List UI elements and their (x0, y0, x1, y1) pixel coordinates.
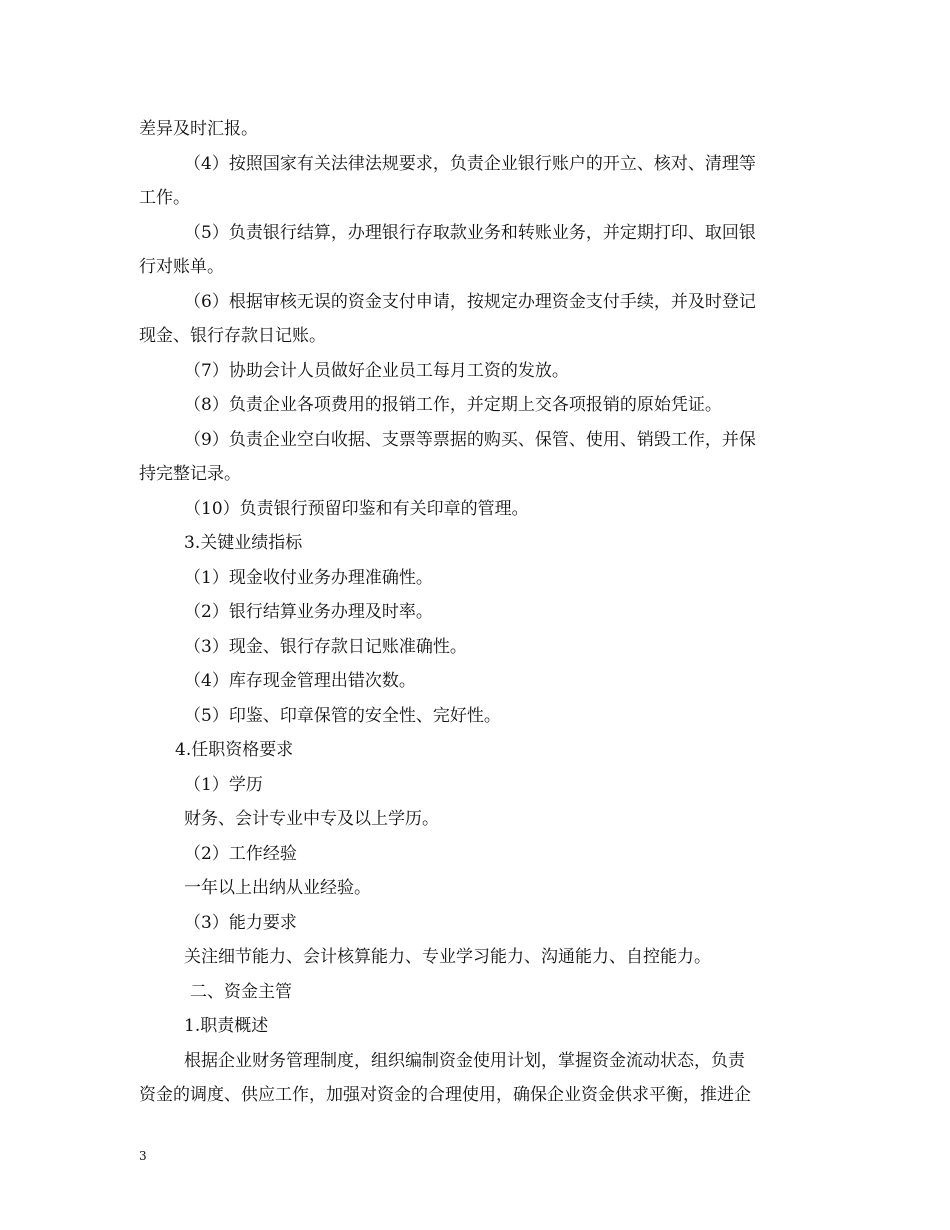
page-number: 3 (139, 1149, 147, 1163)
text-line: 行对账单。 (139, 257, 224, 277)
text-line: （3）能力要求 (184, 913, 297, 933)
text-line: 根据企业财务管理制度，组织编制资金使用计划，掌握资金流动状态，负责 (184, 1051, 745, 1071)
text-line: 差异及时汇报。 (139, 119, 258, 139)
text-line: （9）负责企业空白收据、支票等票据的购买、保管、使用、销毁工作，并保 (184, 430, 756, 450)
text-line: （1）现金收付业务办理准确性。 (184, 568, 433, 588)
text-line: 工作。 (139, 188, 190, 208)
text-line: （7）协助会计人员做好企业员工每月工资的发放。 (184, 361, 569, 381)
text-line: 一年以上出纳从业经验。 (184, 878, 371, 898)
text-line: （4）按照国家有关法律法规要求，负责企业银行账户的开立、核对、清理等 (184, 154, 756, 174)
text-line: （2）工作经验 (184, 844, 297, 864)
text-line: （4）库存现金管理出错次数。 (184, 671, 416, 691)
text-line: 现金、银行存款日记账。 (139, 326, 326, 346)
section-heading: 二、资金主管 (190, 982, 292, 1002)
text-line: 关注细节能力、会计核算能力、专业学习能力、沟通能力、自控能力。 (184, 947, 711, 967)
text-line: 财务、会计专业中专及以上学历。 (184, 809, 439, 829)
text-line: 持完整记录。 (139, 464, 241, 484)
text-line: （2）银行结算业务办理及时率。 (184, 602, 433, 622)
text-line: （5）负责银行结算，办理银行存取款业务和转账业务，并定期打印、取回银 (184, 223, 756, 243)
text-line: （1）学历 (184, 775, 263, 795)
text-line: 资金的调度、供应工作，加强对资金的合理使用，确保企业资金供求平衡，推进企 (139, 1085, 751, 1105)
section-heading: 1.职责概述 (184, 1016, 269, 1036)
text-line: （8）负责企业各项费用的报销工作，并定期上交各项报销的原始凭证。 (184, 395, 722, 415)
text-line: （10）负责银行预留印鉴和有关印章的管理。 (184, 499, 529, 519)
text-line: （6）根据审核无误的资金支付申请，按规定办理资金支付手续，并及时登记 (184, 292, 756, 312)
section-heading: 3.关键业绩指标 (184, 533, 303, 553)
text-line: （5）印鉴、印章保管的安全性、完好性。 (184, 706, 501, 726)
text-line: （3）现金、银行存款日记账准确性。 (184, 637, 467, 657)
section-heading: 4.任职资格要求 (175, 740, 294, 760)
